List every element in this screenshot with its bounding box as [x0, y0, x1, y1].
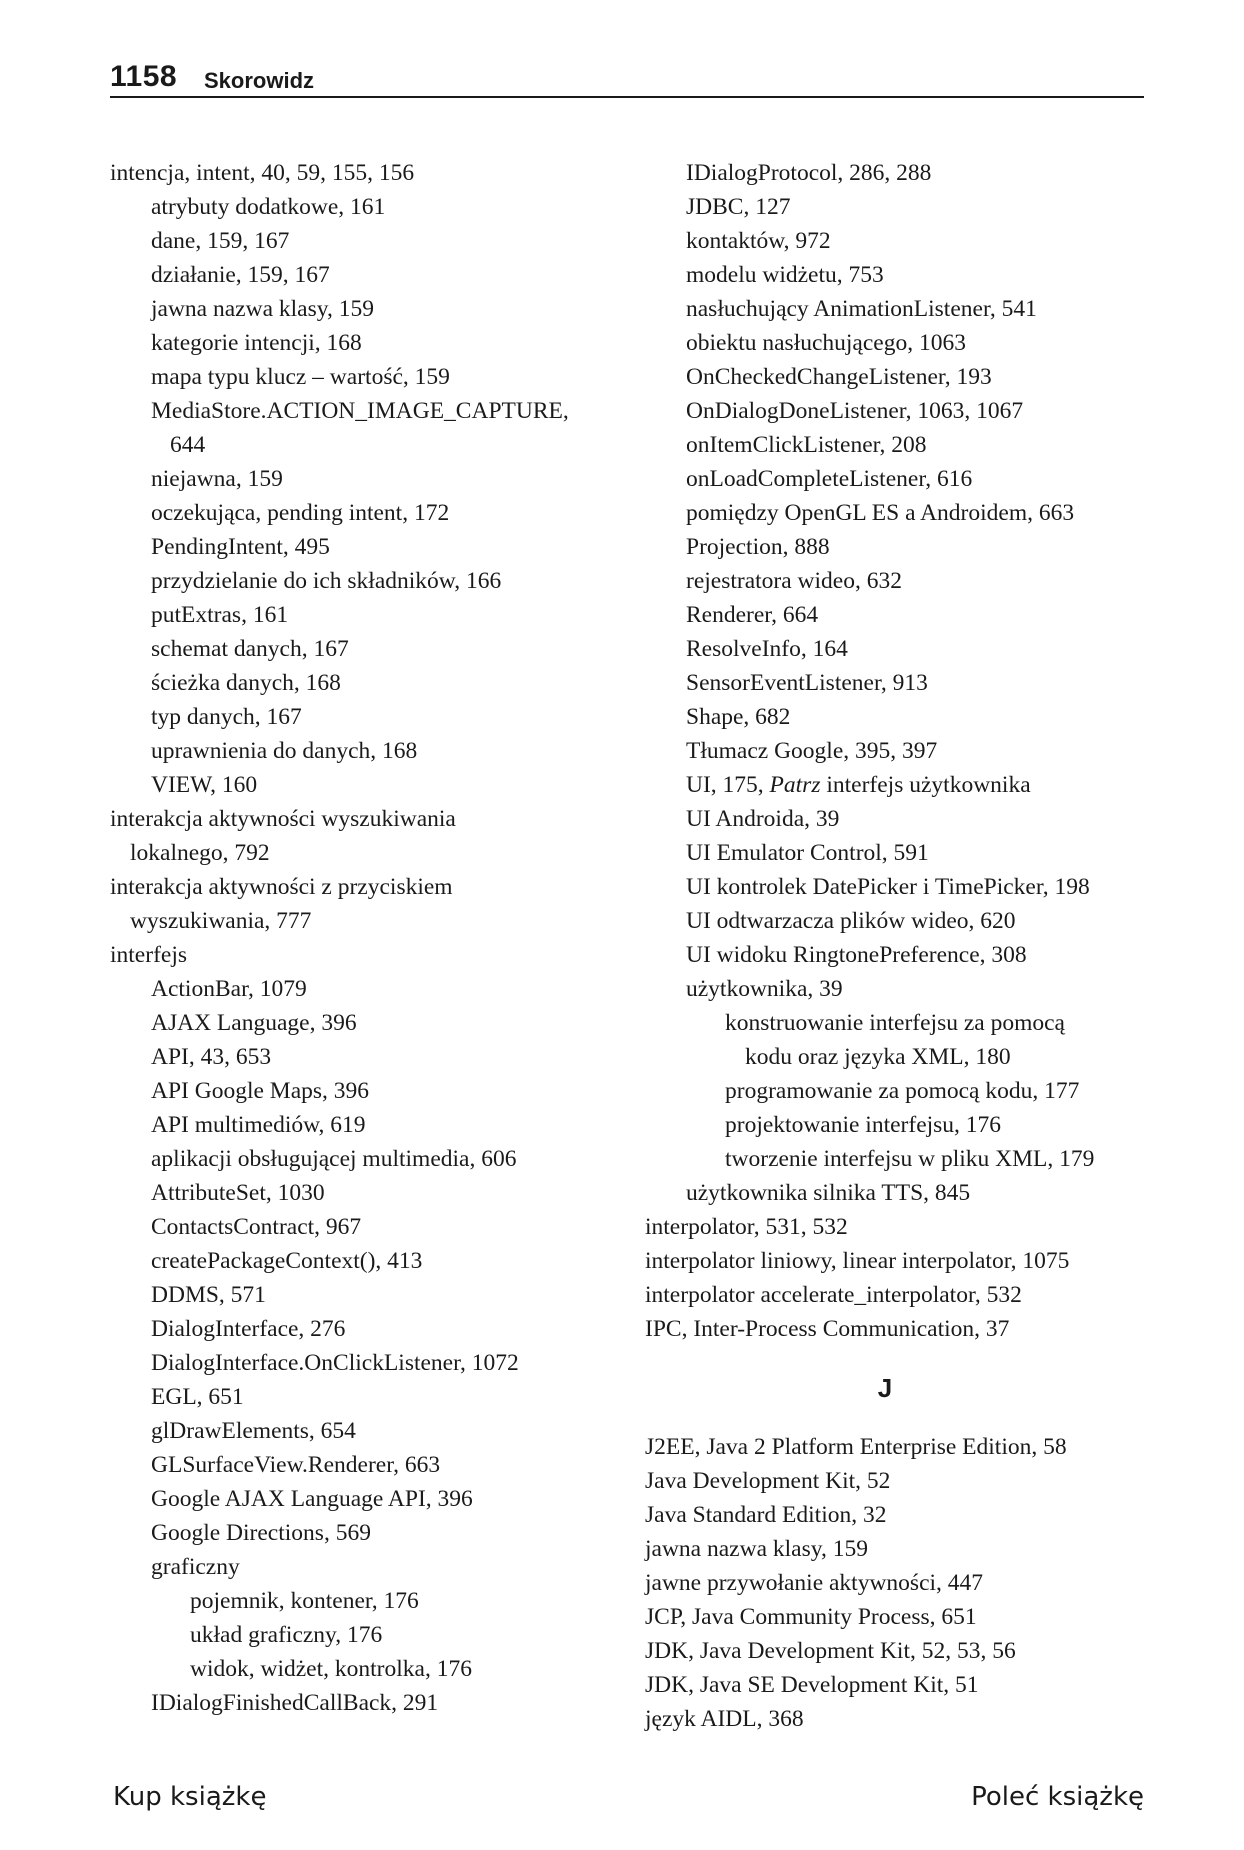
index-subentry: UI odtwarzacza plików wideo, 620	[686, 908, 1016, 934]
index-entry: interpolator, 531, 532	[645, 1214, 848, 1240]
index-column-right	[645, 156, 1145, 1736]
index-subentry: atrybuty dodatkowe, 161	[151, 194, 386, 220]
index-subentry: użytkownika silnika TTS, 845	[686, 1180, 971, 1206]
index-subentry: IDialogFinishedCallBack, 291	[151, 1690, 439, 1716]
index-subentry: DialogInterface, 276	[151, 1316, 346, 1342]
index-subsubentry: pojemnik, kontener, 176	[190, 1588, 419, 1614]
index-subentry: typ danych, 167	[151, 704, 302, 730]
index-subentry-cross-reference	[645, 768, 1145, 802]
index-continuation: lokalnego, 792	[130, 840, 270, 866]
index-subentry: API multimediów, 619	[151, 1112, 366, 1138]
index-subentry: AJAX Language, 396	[151, 1010, 357, 1036]
index-subentry: niejawna, 159	[151, 466, 283, 492]
index-subentry: OnDialogDoneListener, 1063, 1067	[686, 398, 1024, 424]
index-subentry: UI Androida, 39	[686, 806, 840, 832]
index-subentry: schemat danych, 167	[151, 636, 349, 662]
index-subentry: aplikacji obsługującej multimedia, 606	[151, 1146, 517, 1172]
entry-text: interfejs użytkownika	[820, 772, 1031, 798]
index-subentry: DialogInterface.OnClickListener, 1072	[151, 1350, 519, 1376]
index-subentry: IDialogProtocol, 286, 288	[686, 160, 932, 186]
index-subentry: Google AJAX Language API, 396	[151, 1486, 473, 1512]
recommend-book-link[interactable]: Poleć książkę	[971, 1782, 1144, 1812]
index-subentry: ResolveInfo, 164	[686, 636, 848, 662]
index-subentry: SensorEventListener, 913	[686, 670, 928, 696]
index-subentry: MediaStore.ACTION_IMAGE_CAPTURE,	[151, 398, 569, 424]
index-subentry: UI kontrolek DatePicker i TimePicker, 198	[686, 874, 1090, 900]
index-subentry: uprawnienia do danych, 168	[151, 738, 418, 764]
index-subentry: createPackageContext(), 413	[151, 1248, 423, 1274]
index-continuation: wyszukiwania, 777	[130, 908, 312, 934]
index-subentry: UI Emulator Control, 591	[686, 840, 929, 866]
buy-book-link[interactable]: Kup książkę	[113, 1782, 267, 1812]
index-subentry: Renderer, 664	[686, 602, 819, 628]
index-subentry: Shape, 682	[686, 704, 791, 730]
index-column-left	[110, 156, 650, 1720]
index-entry: język AIDL, 368	[645, 1706, 804, 1732]
index-subentry: onItemClickListener, 208	[686, 432, 927, 458]
index-subentry: glDrawElements, 654	[151, 1418, 356, 1444]
index-subentry: OnCheckedChangeListener, 193	[686, 364, 992, 390]
index-entry: interpolator accelerate_interpolator, 532	[645, 1282, 1022, 1308]
index-subentry: JDBC, 127	[686, 194, 791, 220]
index-subentry: UI widoku RingtonePreference, 308	[686, 942, 1027, 968]
index-subentry: oczekująca, pending intent, 172	[151, 500, 450, 526]
index-entry: interakcja aktywności z przyciskiem	[110, 874, 453, 900]
index-subentry: pomiędzy OpenGL ES a Androidem, 663	[686, 500, 1075, 526]
index-subsubentry: projektowanie interfejsu, 176	[725, 1112, 1002, 1138]
index-entry: interpolator liniowy, linear interpolator, 1075	[645, 1248, 1070, 1274]
index-subentry: Tłumacz Google, 395, 397	[686, 738, 938, 764]
see-reference-label: Patrz	[769, 772, 821, 798]
index-entry: interakcja aktywności wyszukiwania	[110, 806, 456, 832]
index-subsubentry: widok, widżet, kontrolka, 176	[190, 1656, 472, 1682]
index-subentry: API Google Maps, 396	[151, 1078, 370, 1104]
index-subentry: jawna nazwa klasy, 159	[151, 296, 374, 322]
index-subentry: EGL, 651	[151, 1384, 244, 1410]
index-entry: jawna nazwa klasy, 159	[645, 1536, 868, 1562]
index-subentry: nasłuchujący AnimationListener, 541	[686, 296, 1037, 322]
index-subentry: ContactsContract, 967	[151, 1214, 362, 1240]
index-entry: J2EE, Java 2 Platform Enterprise Edition, 58	[645, 1434, 1067, 1460]
index-entry: JCP, Java Community Process, 651	[645, 1604, 977, 1630]
index-entry: jawne przywołanie aktywności, 447	[645, 1570, 984, 1596]
section-title: Skorowidz	[204, 68, 315, 93]
index-subentry: kontaktów, 972	[686, 228, 831, 254]
index-subentry: użytkownika, 39	[686, 976, 843, 1002]
index-continuation: 644	[170, 432, 206, 458]
index-subentry: DDMS, 571	[151, 1282, 266, 1308]
index-subentry: przydzielanie do ich składników, 166	[151, 568, 502, 594]
index-subentry: putExtras, 161	[151, 602, 289, 628]
index-subsubentry: układ graficzny, 176	[190, 1622, 383, 1648]
index-subentry: ścieżka danych, 168	[151, 670, 341, 696]
index-entry: interfejs	[110, 942, 187, 968]
index-subsubentry: programowanie za pomocą kodu, 177	[725, 1078, 1080, 1104]
index-subentry: kategorie intencji, 168	[151, 330, 362, 356]
index-subentry: ActionBar, 1079	[151, 976, 307, 1002]
index-subentry: działanie, 159, 167	[151, 262, 330, 288]
page-number: 1158	[110, 60, 178, 93]
index-subentry: onLoadCompleteListener, 616	[686, 466, 973, 492]
index-subentry: GLSurfaceView.Renderer, 663	[151, 1452, 441, 1478]
index-subentry: API, 43, 653	[151, 1044, 272, 1070]
index-subentry: rejestratora wideo, 632	[686, 568, 902, 594]
index-subentry: AttributeSet, 1030	[151, 1180, 325, 1206]
index-subsubentry: tworzenie interfejsu w pliku XML, 179	[725, 1146, 1095, 1172]
index-subentry: dane, 159, 167	[151, 228, 290, 254]
index-subentry: mapa typu klucz – wartość, 159	[151, 364, 450, 390]
index-subentry: VIEW, 160	[151, 772, 258, 798]
index-subentry: Google Directions, 569	[151, 1520, 371, 1546]
index-subentry: Projection, 888	[686, 534, 830, 560]
index-entry: Java Standard Edition, 32	[645, 1502, 887, 1528]
index-entry: JDK, Java SE Development Kit, 51	[645, 1672, 979, 1698]
index-entry: IPC, Inter-Process Communication, 37	[645, 1316, 1010, 1342]
index-entry: intencja, intent, 40, 59, 155, 156	[110, 160, 415, 186]
letter-heading: J	[877, 1373, 893, 1403]
index-subentry: modelu widżetu, 753	[686, 262, 884, 288]
index-subentry: obiektu nasłuchującego, 1063	[686, 330, 966, 356]
index-continuation: kodu oraz języka XML, 180	[745, 1044, 1011, 1070]
page-header	[110, 56, 1144, 98]
index-subsubentry: konstruowanie interfejsu za pomocą	[725, 1010, 1065, 1036]
index-entry: JDK, Java Development Kit, 52, 53, 56	[645, 1638, 1016, 1664]
index-entry: Java Development Kit, 52	[645, 1468, 891, 1494]
index-subentry: graficzny	[151, 1554, 240, 1580]
entry-text: UI, 175,	[686, 772, 770, 798]
index-subentry: PendingIntent, 495	[151, 534, 330, 560]
